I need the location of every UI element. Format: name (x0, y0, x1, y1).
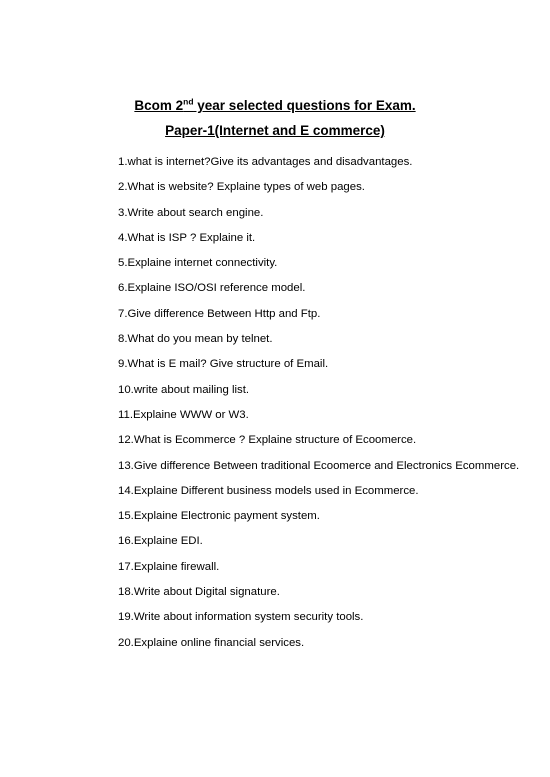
question-item: 14.Explaine Different business models used in Ecommerce. (118, 484, 419, 497)
question-list (118, 155, 519, 661)
question-item: 4.What is ISP ? Explaine it. (118, 231, 256, 244)
title-superscript: nd (183, 96, 194, 107)
question-item: 8.What do you mean by telnet. (118, 333, 273, 346)
question-item: 2.What is website? Explaine types of web pages. (118, 181, 365, 194)
question-item: 18.Write about Digital signature. (118, 586, 280, 599)
document-title (0, 98, 550, 113)
question-item: 19.Write about information system security tools. (118, 611, 364, 624)
question-item: 5.Explaine internet connectivity. (118, 257, 278, 270)
question-item: 16.Explaine EDI. (118, 535, 203, 548)
question-item: 1.what is internet?Give its advantages and disadvantages. (118, 156, 413, 168)
question-item: 20.Explaine online financial services. (118, 636, 305, 649)
question-item: 11.Explaine WWW or W3. (118, 408, 249, 421)
title-text-rest: year selected questions for Exam. (193, 98, 416, 113)
question-item: 15.Explaine Electronic payment system. (118, 510, 320, 523)
question-item: 7.Give difference Between Http and Ftp. (118, 307, 321, 320)
question-item: 12.What is Ecommerce ? Explaine structure of Ecoomerce. (118, 434, 417, 447)
question-item: 6.Explaine ISO/OSI reference model. (118, 282, 306, 295)
question-item: 17.Explaine firewall. (118, 560, 220, 573)
question-item: 9.What is E mail? Give structure of Email. (118, 358, 329, 371)
question-item: 13.Give difference Between traditional Ecoomerce and Electronics Ecommerce. (118, 459, 520, 472)
title-text: Bcom 2 (134, 98, 184, 113)
question-item: 3.Write about search engine. (118, 206, 264, 219)
question-item: 10.write about mailing list. (118, 383, 250, 396)
document-subtitle: Paper-1(Internet and E commerce) (165, 123, 385, 138)
